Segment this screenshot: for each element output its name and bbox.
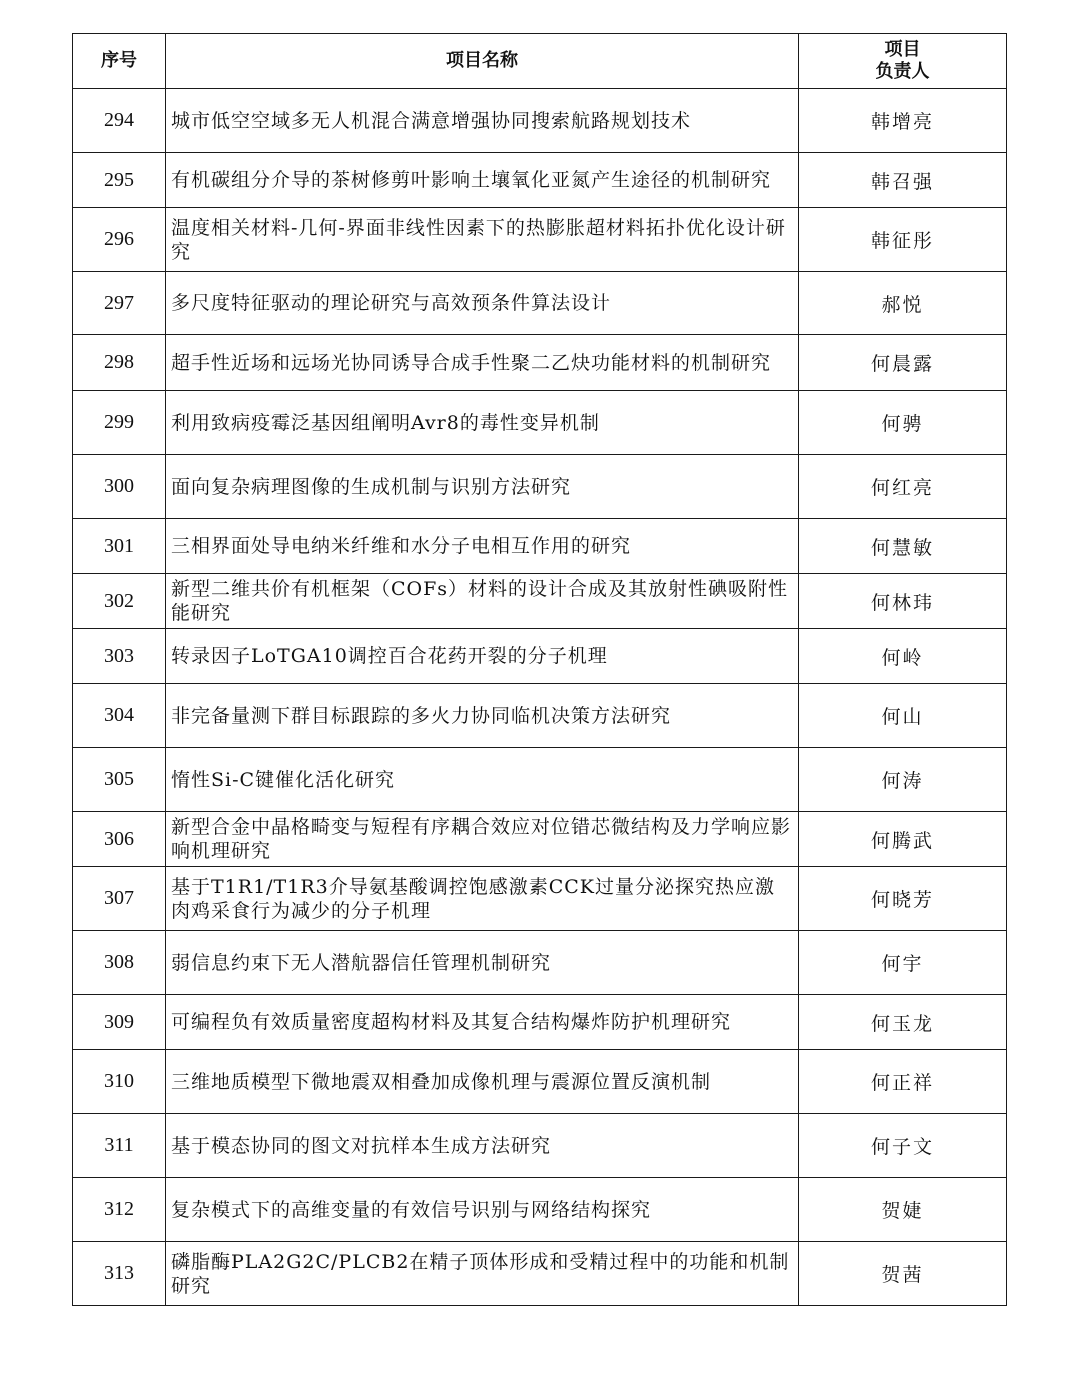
row-project-name: 基于T1R1/T1R3介导氨基酸调控饱感激素CCK过量分泌探究热应激肉鸡采食行为减少的分子机理: [166, 867, 799, 931]
row-serial-number: 303: [73, 629, 166, 684]
row-project-leader: 贺婕: [799, 1178, 1007, 1242]
row-project-name: 弱信息约束下无人潜航器信任管理机制研究: [166, 931, 799, 995]
table-row: [73, 455, 1007, 519]
row-project-name: 超手性近场和远场光协同诱导合成手性聚二乙炔功能材料的机制研究: [166, 335, 799, 391]
row-serial-number: 312: [73, 1178, 166, 1242]
table-row: [73, 1242, 1007, 1306]
row-project-leader: 何慧敏: [799, 519, 1007, 574]
row-project-name: 三维地质模型下微地震双相叠加成像机理与震源位置反演机制: [166, 1050, 799, 1114]
row-serial-number: 305: [73, 748, 166, 812]
row-project-name: 温度相关材料-几何-界面非线性因素下的热膨胀超材料拓扑优化设计研究: [166, 208, 799, 272]
row-serial-number: 299: [73, 391, 166, 455]
row-serial-number: 300: [73, 455, 166, 519]
table-row: [73, 89, 1007, 153]
table-row: [73, 931, 1007, 995]
row-project-leader: 何红亮: [799, 455, 1007, 519]
row-project-leader: 韩增亮: [799, 89, 1007, 153]
row-project-name: 利用致病疫霉泛基因组阐明Avr8的毒性变异机制: [166, 391, 799, 455]
header-leader-line2: 负责人: [875, 61, 930, 82]
row-serial-number: 301: [73, 519, 166, 574]
header-project-name: 项目名称: [166, 34, 799, 89]
row-project-name: 三相界面处导电纳米纤维和水分子电相互作用的研究: [166, 519, 799, 574]
row-project-leader: 何骋: [799, 391, 1007, 455]
row-project-name: 新型二维共价有机框架（COFs）材料的设计合成及其放射性碘吸附性能研究: [166, 574, 799, 629]
table-row: [73, 867, 1007, 931]
row-project-leader: 韩征彤: [799, 208, 1007, 272]
row-project-leader: 何子文: [799, 1114, 1007, 1178]
row-project-name: 面向复杂病理图像的生成机制与识别方法研究: [166, 455, 799, 519]
row-project-name: 非完备量测下群目标跟踪的多火力协同临机决策方法研究: [166, 684, 799, 748]
row-serial-number: 307: [73, 867, 166, 931]
row-project-name: 复杂模式下的高维变量的有效信号识别与网络结构探究: [166, 1178, 799, 1242]
row-project-leader: 何晨露: [799, 335, 1007, 391]
row-project-leader: 韩召强: [799, 153, 1007, 208]
row-serial-number: 313: [73, 1242, 166, 1306]
table-row: [73, 1114, 1007, 1178]
table-row: [73, 748, 1007, 812]
row-serial-number: 304: [73, 684, 166, 748]
header-leader-line1: 项目: [884, 39, 921, 60]
row-serial-number: 294: [73, 89, 166, 153]
table-row: [73, 574, 1007, 629]
table-row: [73, 272, 1007, 335]
row-project-name: 城市低空空域多无人机混合满意增强协同搜索航路规划技术: [166, 89, 799, 153]
table-row: [73, 629, 1007, 684]
row-serial-number: 309: [73, 995, 166, 1050]
row-project-name: 惰性Si-C键催化活化研究: [166, 748, 799, 812]
row-project-name: 多尺度特征驱动的理论研究与高效预条件算法设计: [166, 272, 799, 335]
row-project-leader: 何宇: [799, 931, 1007, 995]
row-project-leader: 贺茜: [799, 1242, 1007, 1306]
project-table: [72, 33, 1007, 1306]
row-project-leader: 郝悦: [799, 272, 1007, 335]
row-project-leader: 何林玮: [799, 574, 1007, 629]
table-row: [73, 153, 1007, 208]
row-project-name: 转录因子LoTGA10调控百合花药开裂的分子机理: [166, 629, 799, 684]
table-row: [73, 1050, 1007, 1114]
row-serial-number: 295: [73, 153, 166, 208]
table-row: [73, 995, 1007, 1050]
row-project-leader: 何腾武: [799, 812, 1007, 867]
row-project-leader: 何正祥: [799, 1050, 1007, 1114]
row-project-leader: 何玉龙: [799, 995, 1007, 1050]
table-row: [73, 335, 1007, 391]
row-project-leader: 何山: [799, 684, 1007, 748]
row-project-name: 基于模态协同的图文对抗样本生成方法研究: [166, 1114, 799, 1178]
row-serial-number: 308: [73, 931, 166, 995]
header-project-leader: [799, 34, 1007, 89]
table-row: [73, 684, 1007, 748]
table-header-row: [73, 34, 1007, 89]
row-serial-number: 298: [73, 335, 166, 391]
row-project-leader: 何晓芳: [799, 867, 1007, 931]
row-serial-number: 310: [73, 1050, 166, 1114]
row-project-leader: 何岭: [799, 629, 1007, 684]
row-project-leader: 何涛: [799, 748, 1007, 812]
row-project-name: 有机碳组分介导的茶树修剪叶影响土壤氧化亚氮产生途径的机制研究: [166, 153, 799, 208]
row-project-name: 磷脂酶PLA2G2C/PLCB2在精子顶体形成和受精过程中的功能和机制研究: [166, 1242, 799, 1306]
row-serial-number: 296: [73, 208, 166, 272]
row-serial-number: 311: [73, 1114, 166, 1178]
table-row: [73, 812, 1007, 867]
table-row: [73, 208, 1007, 272]
row-serial-number: 306: [73, 812, 166, 867]
row-project-name: 新型合金中晶格畸变与短程有序耦合效应对位错芯微结构及力学响应影响机理研究: [166, 812, 799, 867]
table-row: [73, 519, 1007, 574]
row-serial-number: 297: [73, 272, 166, 335]
table-row: [73, 1178, 1007, 1242]
header-serial-number: 序号: [73, 34, 166, 89]
row-project-name: 可编程负有效质量密度超构材料及其复合结构爆炸防护机理研究: [166, 995, 799, 1050]
table-row: [73, 391, 1007, 455]
row-serial-number: 302: [73, 574, 166, 629]
